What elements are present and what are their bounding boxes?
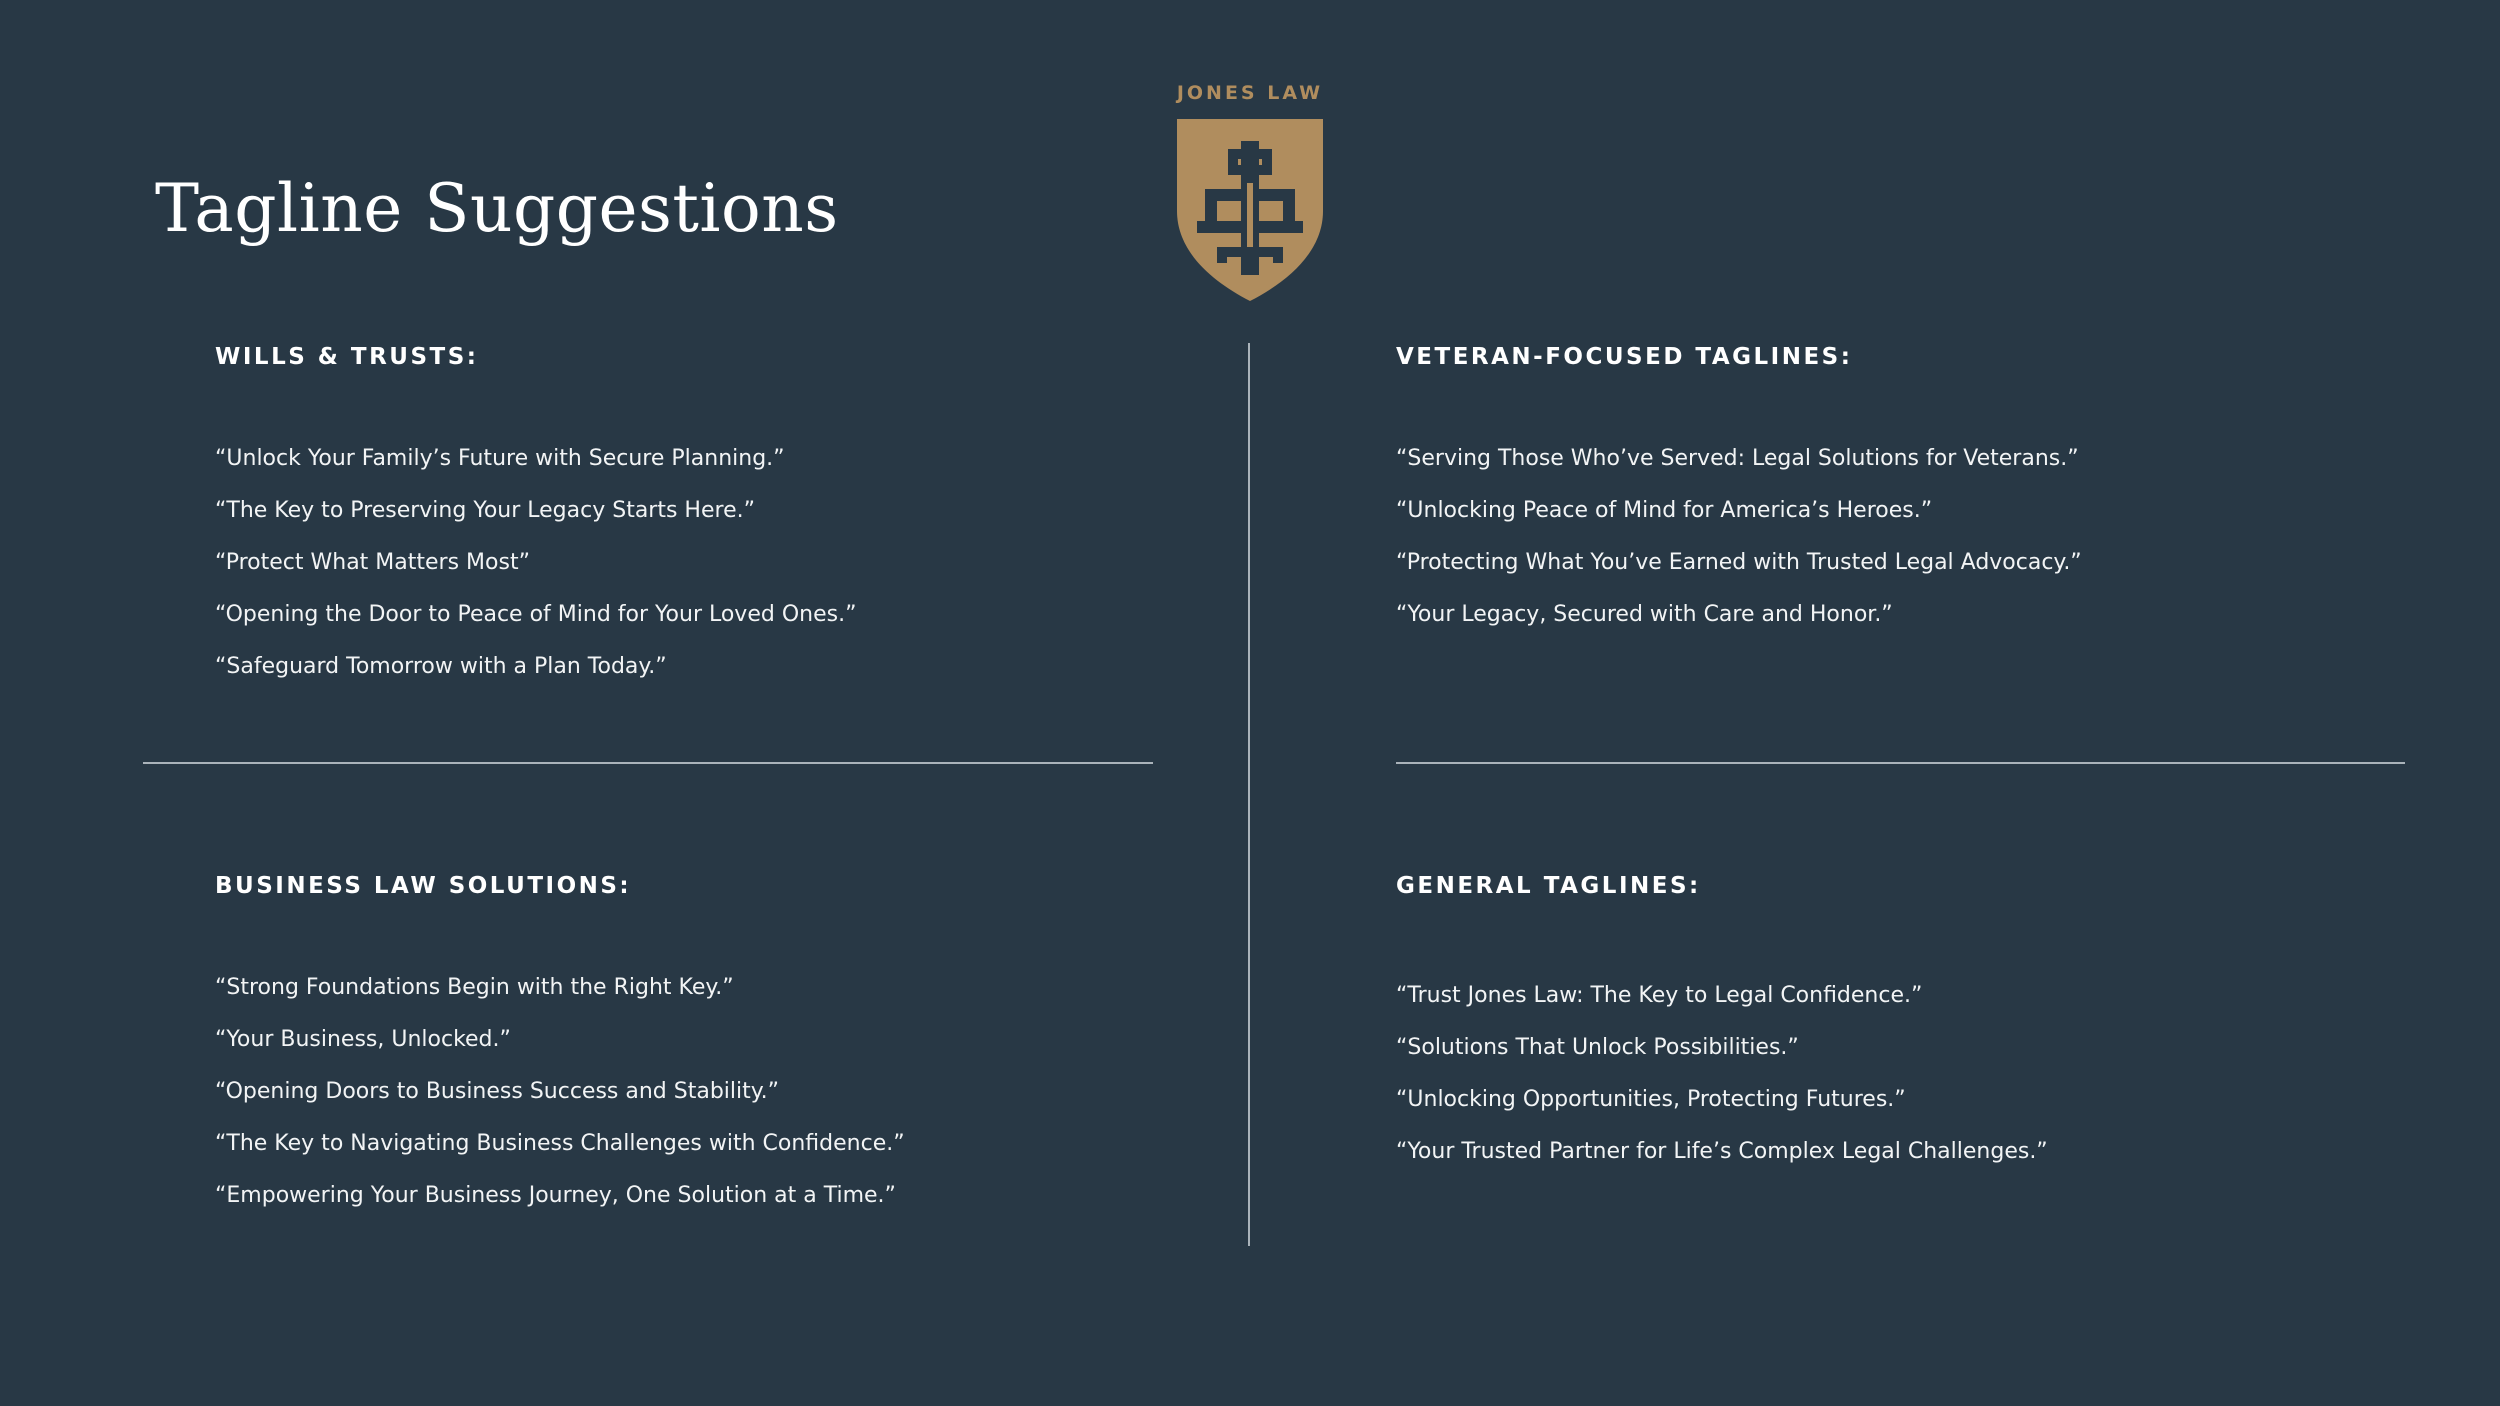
tagline-list bbox=[1396, 970, 2048, 1178]
logo-text: JONES LAW bbox=[1176, 82, 1324, 104]
tagline-list bbox=[1396, 433, 2082, 641]
tagline-list bbox=[215, 962, 905, 1222]
tagline-item: “Unlocking Peace of Mind for America’s Heroes.” bbox=[1396, 498, 1933, 523]
tagline-item: “Empowering Your Business Journey, One Solution at a Time.” bbox=[215, 1183, 896, 1208]
tagline-list bbox=[215, 433, 856, 693]
section-heading: WILLS & TRUSTS: bbox=[215, 344, 479, 370]
section-heading: GENERAL TAGLINES: bbox=[1396, 873, 1701, 899]
tagline-item: “Serving Those Who’ve Served: Legal Solutions for Veterans.” bbox=[1396, 446, 2079, 471]
section-heading: BUSINESS LAW SOLUTIONS: bbox=[215, 873, 632, 899]
left-horizontal-divider bbox=[143, 762, 1153, 764]
page-title: Tagline Suggestions bbox=[155, 170, 839, 247]
tagline-item: “Unlocking Opportunities, Protecting Futures.” bbox=[1396, 1087, 1906, 1112]
section-wills-trusts bbox=[215, 346, 856, 693]
tagline-item: “Safeguard Tomorrow with a Plan Today.” bbox=[215, 654, 667, 679]
section-heading: VETERAN-FOCUSED TAGLINES: bbox=[1396, 344, 1853, 370]
tagline-item: “Strong Foundations Begin with the Right Key.” bbox=[215, 975, 734, 1000]
tagline-item: “The Key to Preserving Your Legacy Starts Here.” bbox=[215, 498, 755, 523]
tagline-item: “Protecting What You’ve Earned with Trusted Legal Advocacy.” bbox=[1396, 550, 2082, 575]
tagline-item: “Opening the Door to Peace of Mind for Your Loved Ones.” bbox=[215, 602, 857, 627]
jones-law-logo bbox=[1162, 84, 1338, 301]
vertical-divider bbox=[1248, 343, 1250, 1246]
section-general bbox=[1396, 875, 2048, 1178]
tagline-item: “Your Trusted Partner for Life’s Complex Legal Challenges.” bbox=[1396, 1139, 2048, 1164]
tagline-item: “Protect What Matters Most” bbox=[215, 550, 530, 575]
shield-key-icon bbox=[1177, 119, 1323, 301]
tagline-item: “Opening Doors to Business Success and Stability.” bbox=[215, 1079, 780, 1104]
section-veteran-focused bbox=[1396, 346, 2082, 641]
tagline-item: “Solutions That Unlock Possibilities.” bbox=[1396, 1035, 1799, 1060]
tagline-item: “Your Business, Unlocked.” bbox=[215, 1027, 511, 1052]
tagline-item: “Unlock Your Family’s Future with Secure Planning.” bbox=[215, 446, 785, 471]
section-business-law bbox=[215, 875, 905, 1222]
tagline-item: “Trust Jones Law: The Key to Legal Confidence.” bbox=[1396, 983, 1923, 1008]
tagline-item: “Your Legacy, Secured with Care and Honor.” bbox=[1396, 602, 1893, 627]
tagline-item: “The Key to Navigating Business Challenges with Confidence.” bbox=[215, 1131, 905, 1156]
right-horizontal-divider bbox=[1396, 762, 2405, 764]
